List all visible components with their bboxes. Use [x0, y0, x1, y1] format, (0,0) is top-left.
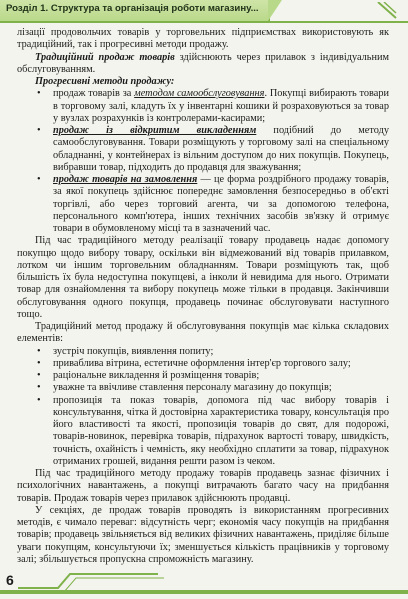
subheading-progressive-methods: Прогресивні методи продажу: [35, 76, 175, 87]
page-number: 6 [6, 572, 14, 588]
bullet-icon: • [37, 357, 41, 369]
term-traditional-sale: Традиційний продаж товарів [35, 51, 175, 63]
bullet-icon: • [37, 174, 41, 185]
list-item [17, 395, 389, 469]
list-item-text: приваблива вітрина, естетичне оформлення інтер'єр торгового залу; [53, 357, 351, 369]
bullet-icon: • [37, 345, 41, 357]
paragraph: лізації продовольчих товарів у торговельних підприємствах використовують як традиційний, так і прогресивні методи продажу. [17, 27, 389, 51]
list-item-text: . Покупці вибирають товари в торговому залі, кладуть їх у інвентарні кошики й розраховуються за товар у вузлах розрахунків із контролерами-касирами; [53, 88, 389, 124]
page-header [0, 0, 408, 24]
bullet-icon: • [37, 88, 41, 100]
bullet-icon: • [37, 370, 41, 381]
corner-ornament-icon [376, 2, 398, 20]
list-item [17, 346, 389, 358]
list-item [17, 370, 389, 382]
bullet-icon: • [37, 125, 41, 136]
header-rule [0, 21, 408, 23]
traditional-elements-list [17, 346, 389, 469]
page-body [17, 27, 389, 566]
list-item [17, 358, 389, 370]
bullet-icon: • [37, 394, 41, 406]
paragraph-text: здійснюють через прилавок з індивідуальним обслуговуванням. [17, 51, 389, 75]
list-item-text: продаж товарів за [53, 88, 135, 100]
paragraph-traditional [17, 52, 389, 77]
term-self-service: методом самообслуговування [134, 88, 265, 100]
bullet-icon: • [37, 382, 41, 394]
paragraph: Під час традиційного методу реалізації товару продавець надає допомогу покупцю щодо вибору товару, оскільки він відмежований від товарів прилавком, лотком чи іншим торговельним обладнанням. Товари розміщують так, щоб більшість їх була недоступна покупцеві, а інколи й невидима для нього. Отримати товар для ознайомлення та вибору покупець може тільки в продавця. Закінчивши обслуговування одного покупця, продавець починає обслуговувати наступного тощо. [17, 235, 389, 320]
list-item-text: раціональне викладення й розміщення товарів; [53, 370, 260, 381]
list-item [17, 125, 389, 174]
paragraph: Під час традиційного методу продажу товарів продавець зазнає фізичних і психологічних навантажень, а покупці витрачають багато часу на придбання товарів. Продаж товарів через прилавок здійснюють продавці. [17, 468, 389, 504]
list-item-text: уважне та ввічливе ставлення персоналу магазину до покупців; [53, 382, 332, 394]
list-item-text: пропозиція та показ товарів, допомога під час вибору товарів і консультування, чітка й достовірна характеристика товару, консультація про його властивості та якості, пропозиція товарів до свят, для подорожі, товарів-новинок, перевірка товарів, підрахунок вартості товару, швидкість, точність, охайність і чемність, яку необхідно сплатити за товар, підрахунок отриманих грошей, видання решти разом із чеком. [53, 394, 389, 467]
footer-rule [0, 590, 408, 594]
list-item [17, 382, 389, 394]
list-item-text: подібний до методу самообслуговування. Товари розміщують у торговому залі на спеціальному обладнанні, у контейнерах із вільним доступом до них покупців. Покупець, вибравши товар, підходить до продавця для зважування; [53, 125, 389, 173]
progressive-methods-list [17, 88, 389, 235]
list-item-text: — це форма роздрібного продажу товарів, за якої покупець здійснює попереднє замовлення безпосередньо в об'єкті торгівлі, або через торговий агента, чи за допомогою телефона, персонального комп'ютера, інших технічних засобів зв'язку й отримує товари в обумовленому місці та в зазначений час. [53, 174, 389, 234]
section-title: Розділ 1. Структура та організація роботи магазину... [6, 3, 259, 14]
list-item [17, 88, 389, 125]
list-item-text: зустріч покупців, виявлення попиту; [53, 345, 214, 357]
paragraph: У секціях, де продаж товарів проводять із використанням прогресивних методів, є чимало переваг: відсутність черг; економія часу покупців на придбання товарів; продавець звільняється від великих фізичних навантажень, приділяє більше уваги покупцям, консультуючи їх; зменшується кількість працівників у торговому залі; збільшується пропускна спроможність магазину. [17, 504, 389, 565]
page-footer [0, 566, 408, 599]
term-order-sale: продаж товарів на замовлення [53, 174, 198, 185]
list-item [17, 174, 389, 235]
term-open-display: продаж із відкритим викладенням [53, 125, 257, 136]
paragraph: Традиційний метод продажу й обслуговування покупців має кілька складових елементів: [17, 321, 389, 345]
